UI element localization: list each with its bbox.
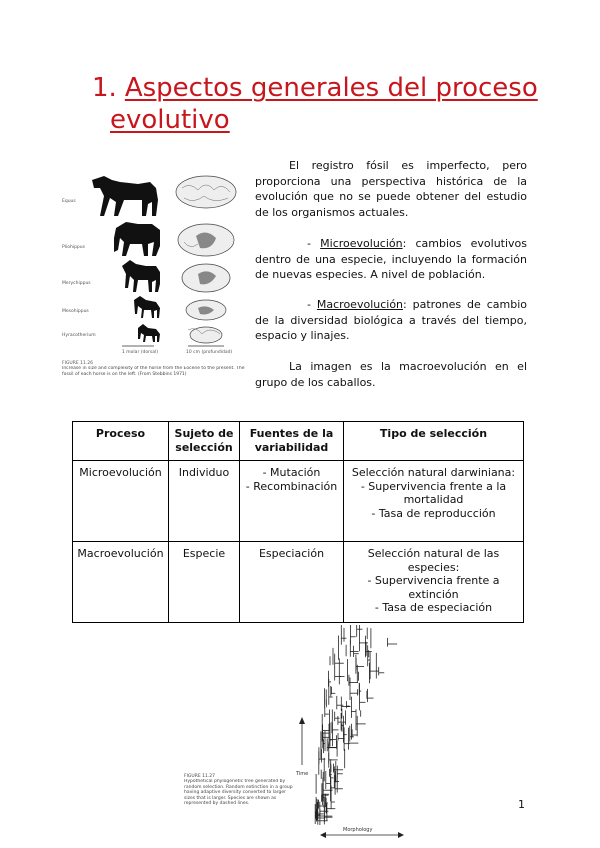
- cell-sujeto: Especie: [169, 542, 240, 623]
- paragraph-fossil-record: El registro fósil es imperfecto, pero proporciona una perspectiva histórica de la evolución que no se puede obtener del estudio de los organismos actuales.: [255, 159, 527, 219]
- cell-line: - Tasa de reproducción: [371, 506, 496, 520]
- phylogenetic-tree-figure: [180, 625, 420, 840]
- definition-macroevolution: : patrones de cambio de la diversidad biológica a través del tiempo, espacio y linajes.: [255, 298, 527, 343]
- section-number: 1.: [92, 73, 117, 103]
- horse-silhouette-hyracotherium: [138, 324, 160, 342]
- cell-line: Selección natural de las especies:: [367, 547, 500, 574]
- horse-silhouette-mesohippus: [134, 296, 160, 318]
- horse-silhouette-merychippus: [122, 260, 160, 292]
- header-tipo: Tipo de selección: [344, 422, 524, 461]
- horse-caption: Increase in size and complexity of the horse from the Eocene to the present. The fossil of each horse is on the left. (From Stebbins 1971): [62, 366, 245, 377]
- paragraph-microevolution: [255, 236, 527, 283]
- label-equus: Equus: [62, 199, 76, 204]
- section-title: [92, 72, 552, 136]
- phylogenetic-tree-diagram: [180, 625, 420, 840]
- label-mesohippus: Mesohippus: [62, 309, 89, 314]
- paragraph-macroevolution: [255, 297, 527, 344]
- label-merychippus: Merychippus: [62, 281, 91, 286]
- bullet: -: [307, 237, 311, 250]
- cell-line: - Supervivencia frente a la mortalidad: [360, 479, 507, 506]
- cell-fuentes: [240, 542, 344, 623]
- term-macroevolution: Macroevolución: [316, 298, 404, 311]
- horse-caption-title: FIGURE 11.26: [62, 361, 93, 366]
- bullet: -: [307, 298, 311, 311]
- tree-caption: Hypothetical phylogenetic tree generated by random selection. Random extinction in a group having adaptive diversity converted to larger sizes that is larger. Species are shown as represented by dashed lines.: [184, 779, 293, 807]
- cell-line: Selección natural darwiniana:: [351, 466, 516, 479]
- table-header-row: [73, 422, 524, 461]
- horse-evolution-figure: [60, 158, 250, 398]
- table-row: [73, 461, 524, 542]
- cell-proceso: Microevolución: [73, 461, 169, 542]
- header-sujeto: Sujeto de selección: [169, 422, 240, 461]
- page-number: 1: [518, 798, 525, 811]
- header-fuentes: Fuentes de la variabilidad: [240, 422, 344, 461]
- cell-line: - Supervivencia frente a extinción: [367, 574, 500, 601]
- horse-evolution-diagram: [60, 158, 250, 398]
- paragraph-image-note: La imagen es la macroevolución en el grupo de los caballos.: [255, 360, 527, 389]
- horse-silhouette-pliohippus: [114, 222, 160, 256]
- scale-left-label: 1 molar (dorsal): [122, 350, 159, 355]
- label-hyracotherium: Hyracotherium: [62, 333, 96, 338]
- tree-caption-title: FIGURE 11.27: [184, 774, 215, 779]
- brain-equus: [176, 176, 236, 208]
- table-row: [73, 542, 524, 623]
- tree-branches: [315, 625, 397, 825]
- scale-right-label: 10 cm (profundidad): [186, 350, 233, 355]
- cell-tipo: [344, 461, 524, 542]
- cell-line: Especiación: [258, 547, 325, 560]
- term-microevolution: Microevolución: [320, 237, 403, 250]
- title-line-1: Aspectos generales del proceso: [124, 73, 538, 103]
- label-pliohippus: Pliohippus: [62, 245, 85, 250]
- header-proceso: Proceso: [73, 422, 169, 461]
- morphology-label: Morphology: [343, 827, 373, 833]
- cell-line: - Recombinación: [245, 479, 338, 493]
- cell-fuentes: [240, 461, 344, 542]
- cell-proceso: Macroevolución: [73, 542, 169, 623]
- cell-sujeto: Individuo: [169, 461, 240, 542]
- horse-silhouette-equus: [92, 176, 158, 216]
- definition-microevolution: : cambios evolutivos dentro de una especie, incluyendo la formación de nuevas especies. A nivel de población.: [255, 237, 528, 282]
- cell-tipo: [344, 542, 524, 623]
- time-label: Time: [296, 771, 309, 777]
- cell-line: - Tasa de especiación: [374, 601, 493, 614]
- title-line-2: evolutivo: [110, 105, 230, 135]
- selection-table: [72, 421, 524, 623]
- brain-hyracotherium: [190, 327, 222, 343]
- cell-line: - Mutación: [262, 466, 321, 479]
